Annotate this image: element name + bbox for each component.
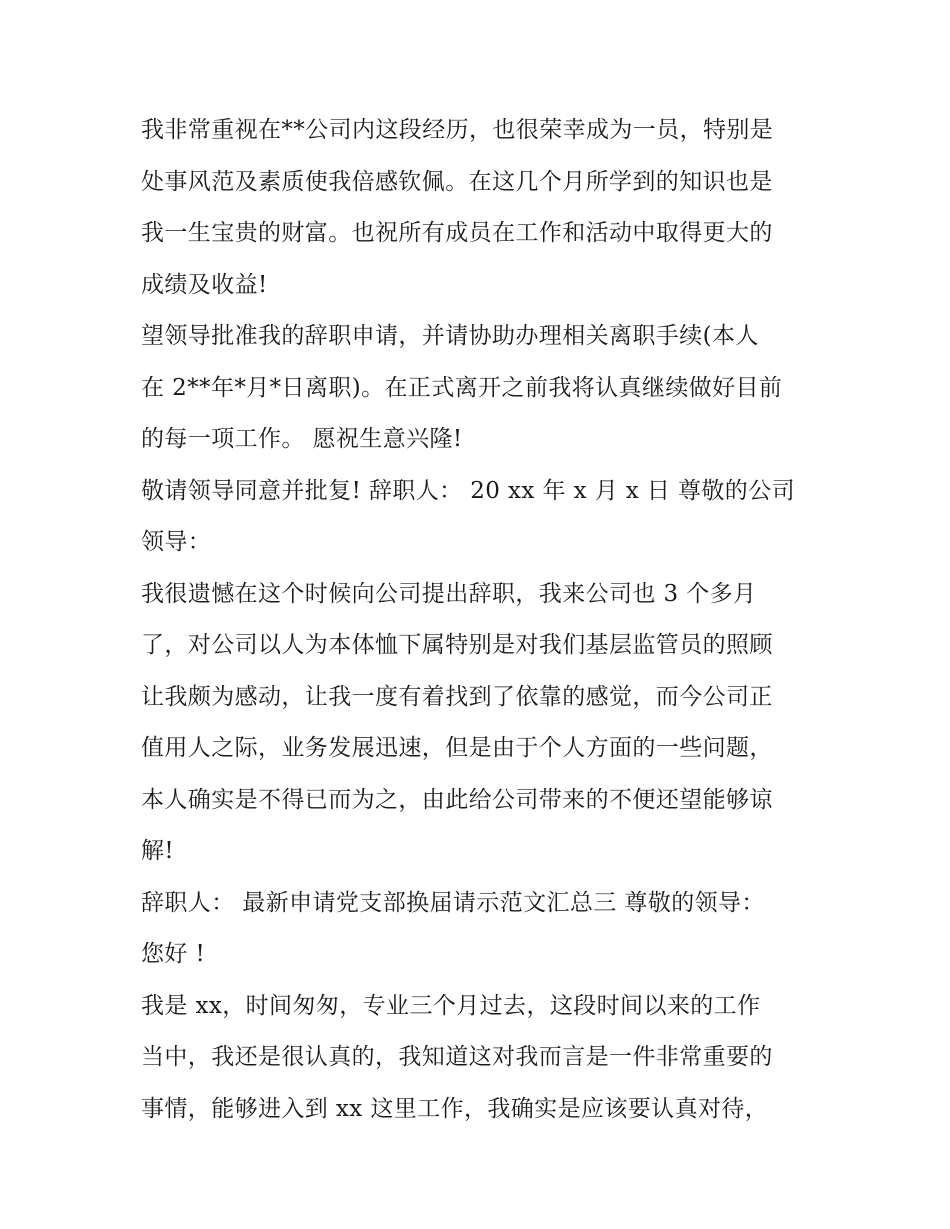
text-line: 处事风范及素质使我倍感钦佩。在这几个月所学到的知识也是: [141, 168, 773, 195]
text-line: 我是 xx，时间匆匆，专业三个月过去，这段时间以来的工作: [141, 992, 761, 1019]
text-line: 领导：: [141, 529, 212, 555]
text-line: 事情，能够进入到 xx 这里工作，我确实是应该要认真对待，: [141, 1095, 769, 1122]
text-line: 敬请领导同意并批复! 辞职人： 20 xx 年 x 月 x 日 尊敬的公司: [141, 477, 795, 504]
text-line: 望领导批准我的辞职申请，并请协助办理相关离职手续(本人: [141, 323, 759, 349]
text-line: 您好 !: [141, 941, 206, 967]
text-line: 解!: [141, 838, 175, 864]
text-line: 让我颇为感动，让我一度有着找到了依靠的感觉，而今公司正: [141, 683, 773, 710]
text-line: 本人确实是不得已而为之，由此给公司带来的不便还望能够谅: [141, 786, 773, 813]
text-line: 当中，我还是很认真的，我知道这对我而言是一件非常重要的: [141, 1044, 773, 1070]
document-body: [141, 105, 821, 1135]
text-line: 我非常重视在**公司内这段经历，也很荣幸成为一员，特别是: [141, 117, 774, 143]
text-line: 我很遗憾在这个时候向公司提出辞职，我来公司也 3 个多月: [141, 580, 757, 607]
text-line: 值用人之际，业务发展迅速，但是由于个人方面的一些问题，: [141, 735, 773, 761]
text-line: 的每一项工作。 愿祝生意兴隆!: [141, 426, 463, 452]
text-line: 在 2**年*月*日离职)。在正式离开之前我将认真继续做好目前: [141, 374, 783, 401]
text-line: 我一生宝贵的财富。也祝所有成员在工作和活动中取得更大的: [141, 220, 773, 246]
text-line: 成绩及收益!: [141, 271, 268, 298]
text-line: 了，对公司以人为本体恤下属特别是对我们基层监管员的照顾: [141, 632, 773, 658]
text-line: 辞职人： 最新申请党支部换届请示范文汇总三 尊敬的领导：: [141, 889, 765, 916]
